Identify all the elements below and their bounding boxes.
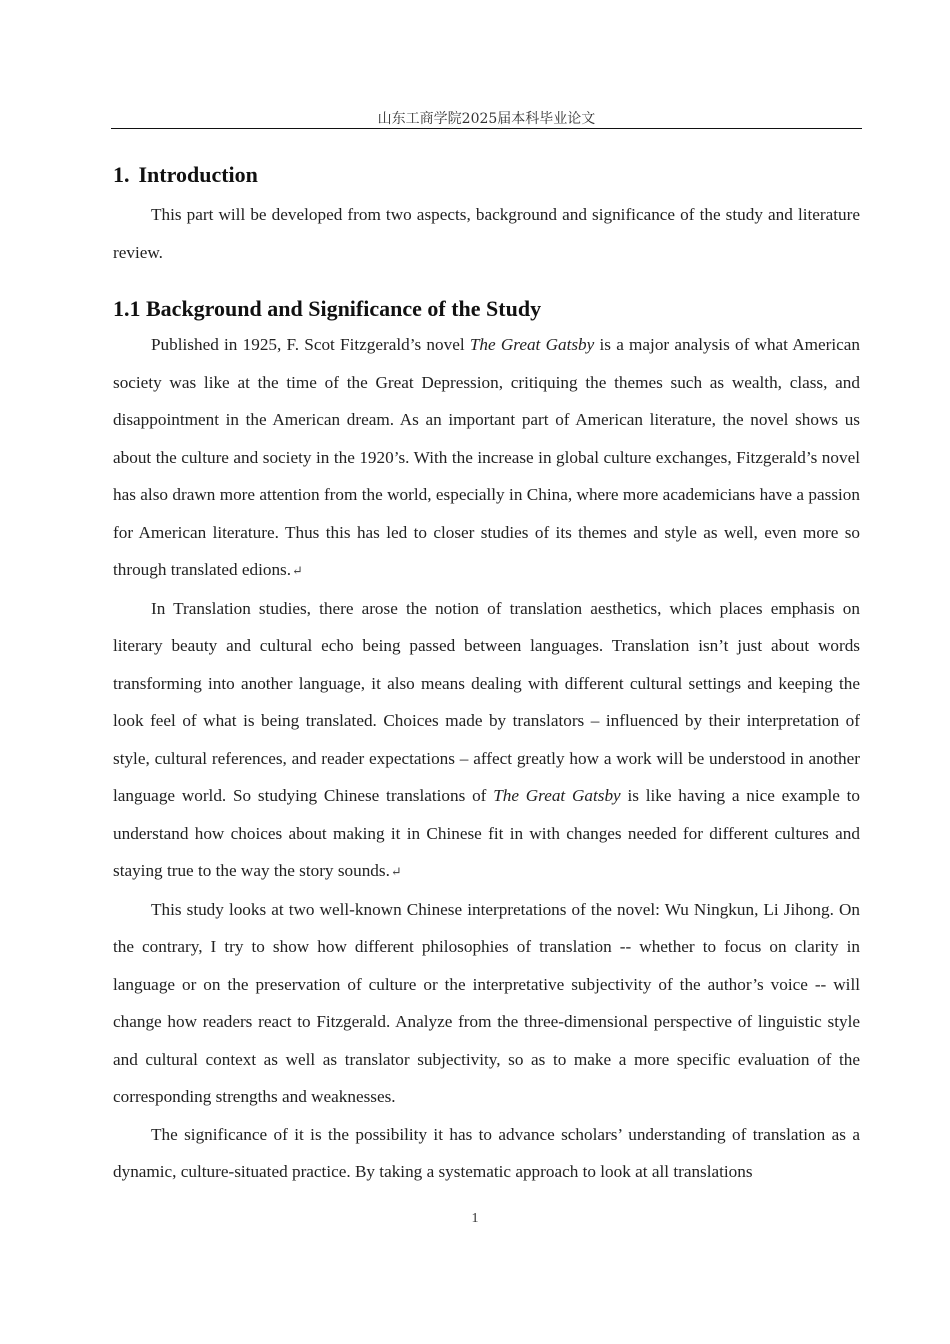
paragraph-significance: The significance of it is the possibility it has to advance scholars’ understanding of translation as a dynamic, culture-situated practice. By taking a systematic approach to look at all translations [113, 1124, 860, 1181]
paragraph-study-scope: This study looks at two well-known Chinese interpretations of the novel: Wu Ningkun, Li Jihong. On the contrary, I try to show how different philosophies of translation -- whether to focus on clarity in language or on the preservation of culture or the interpretative subjectivity of the author’s voice -- will change how readers react to Fitzgerald. Analyze from the three-dimensional perspective of linguistic style and cultural context as well as translator subjectivity, so as to make a more specific evaluation of the corresponding strengths and weaknesses. [113, 899, 860, 1106]
subsection-title: 1.1 Background and Significance of the Study [113, 296, 542, 321]
running-header: 山东工商学院2025届本科毕业论文 [377, 111, 596, 127]
paragraph-text: is like having a nice example to understand how choices about making it in Chinese fit in with changes needed for different cultures and staying true to the way the story sounds. [113, 786, 860, 880]
paragraph-translation-aesthetics [113, 590, 860, 891]
paragraph-background [113, 326, 860, 590]
paragraph-text: is a major analysis of what American society was like at the time of the Great Depression, critiquing the themes such as wealth, class, and disappointment in the American dream. As an important part of American literature, the novel shows us about the culture and society in the 1920’s. With the increase in global culture exchanges, Fitzgerald’s novel has also drawn more attention from the world, especially in China, where more academicians have a passion for American literature. Thus this has led to closer studies of its themes and style as well, even more so through translated edions. [113, 335, 860, 579]
book-title: The Great Gatsby [469, 335, 595, 354]
intro-paragraph: This part will be developed from two aspects, background and significance of the study and literature review. [113, 205, 860, 262]
header-rule [111, 128, 862, 129]
section-heading [113, 158, 860, 192]
paragraph-mark-icon: ↵ [390, 864, 402, 879]
page-number: 1 [471, 1211, 479, 1226]
paragraph-text: In Translation studies, there arose the notion of translation aesthetics, which places emphasis on literary beauty and cultural echo being passed between languages. Translation isn’t just about words transforming into another language, it also means dealing with different cultural settings and keeping the look feel of what is being translated. Choices made by translators – influenced by their interpretation of style, cultural references, and reader expectations – affect greatly how a work will be understood in another language world. So studying Chinese translations of [113, 598, 860, 805]
paragraph-text: Published in 1925, F. Scot Fitzgerald’s novel [151, 335, 470, 354]
book-title: The Great Gatsby [493, 786, 621, 805]
page-content [113, 158, 860, 1191]
section-number: 1. [113, 162, 130, 187]
paragraph-mark-icon: ↵ [292, 563, 303, 578]
spacer [113, 271, 860, 292]
section-title: Introduction [138, 162, 258, 187]
